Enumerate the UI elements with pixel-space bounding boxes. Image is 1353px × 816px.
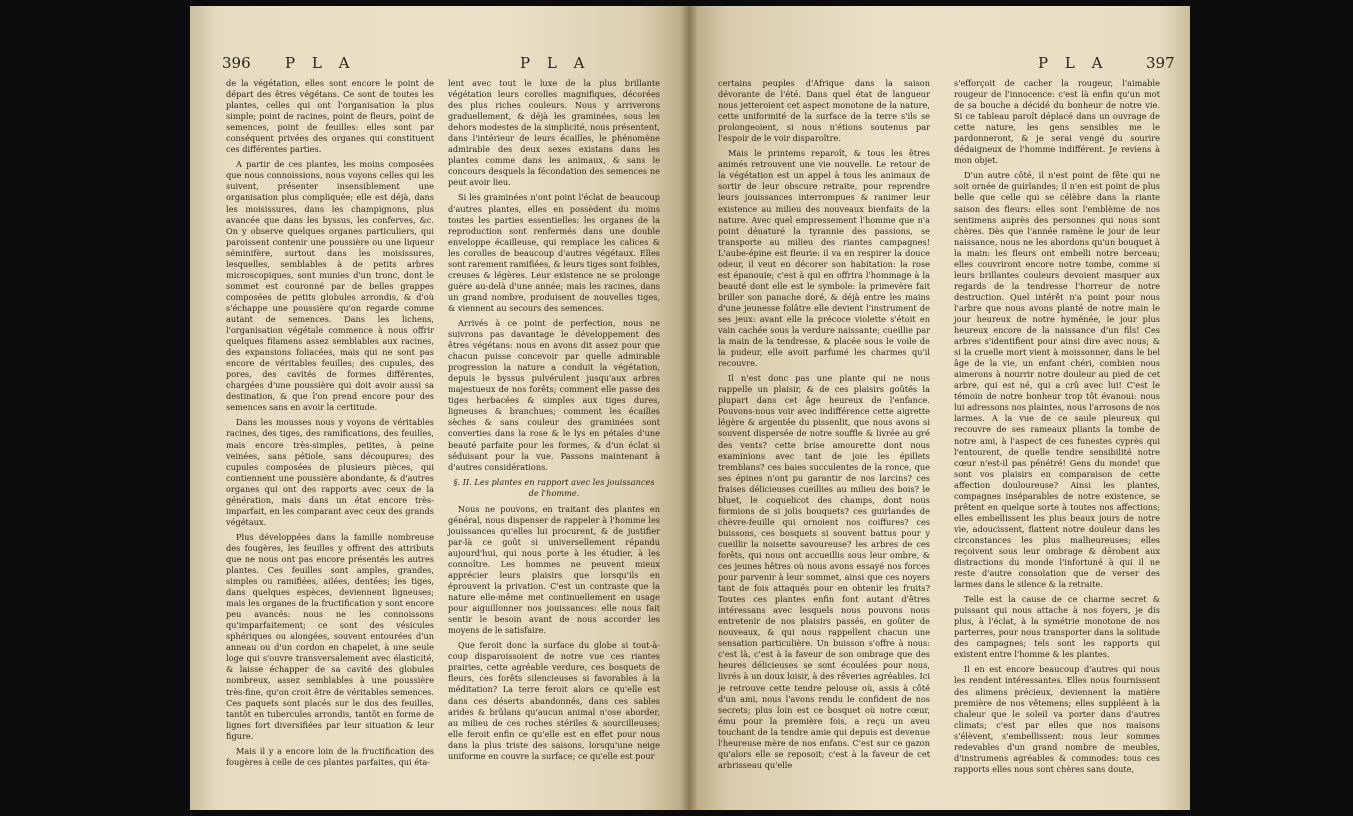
paragraph: Si les graminées n'ont point l'éclat de beaucoup d'autres plantes, elles en possèdent du moins toutes les parties essentielles: les organes de la reproduction sont renfermés dans une double enveloppe écailleuse, qui remplace les calices & les corolles de beaucoup d'autres végétaux. Elles sont rarement ramifiées, & leurs tiges sont foibles, creuses & légères. Leur existence ne se prolonge guère au-delà d'une année; mais les racines, dans un grand nombre, produisent de nouvelles tiges, & viennent au secours des semences.	[448, 192, 660, 313]
page-number-right: 397	[1146, 54, 1175, 72]
right-page	[688, 6, 1190, 810]
paragraph: certains peuples d'Afrique dans la saison dévorante de l'été. Dans quel état de langueur nous jetteroient cet aspect monotone de la nature, cette uniformité de la surface de la terre s'ils se prolongeoient, si nous n'étions soutenus par l'espoir de le voir disparoître.	[718, 78, 930, 144]
paragraph: Arrivés à ce point de perfection, nous ne suivrons pas davantage le développement des êtres végétans: nous en avons dit assez pour que chacun puisse concevoir par quelle admirable progression la nature a conduit la végétation, depuis le byssus pulvérulent jusqu'aux arbres majestueux de nos forêts; comment elle passe des tiges herbacées & simples aux tiges dures, ligneuses & branchues; comment les écailles sèches & sans couleur des graminées sont converties dans la rose & le lys en pétales d'une beauté parfaite pour les formes, & d'un éclat si séduisant pour la vue. Passons maintenant à d'autres considérations.	[448, 317, 660, 472]
running-head-right	[688, 54, 1190, 76]
running-head-left	[190, 54, 688, 76]
text-column-2	[448, 78, 660, 766]
page-number-left: 396	[222, 54, 251, 72]
running-title: P L A	[1038, 54, 1109, 72]
paragraph: Plus développées dans la famille nombreuse des fougères, les feuilles y offrent des attributs que ne nous ont pas encore présentés les autres plantes. Ces feuilles sont amples, grandes, simples ou ramifiées, ailées, dentées; les tiges, dans quelques espèces, deviennent ligneuses; mais les organes de la fructification y sont encore peu avancés: nous ne les connoissons qu'imparfaitement; ce sont des vésicules sphériques ou alongées, souvent entourées d'un anneau ou d'un cordon en chapelet, à une seule loge qui s'ouvre transversalement avec élasticité, & laisse échapper de sa cavité des globules nombreux, assez semblables à une poussière très-fine, qu'on croit être de véritables semences. Ces paquets sont placés sur le dos des feuilles, tantôt en tubercules arrondis, tantôt en forme de lignes fort diversifiées par leur situation & leur figure.	[226, 531, 434, 741]
text-column-3	[718, 78, 930, 775]
book-gutter	[680, 6, 698, 810]
text-column-1	[226, 78, 434, 772]
running-title: P L A	[285, 54, 356, 72]
paragraph: de la végétation, elles sont encore le point de départ des êtres végétans. Ce sont de toutes les plantes, celles qui ont l'organisation la plus simple; point de racines, point de fleurs, point de semences, point de feuilles: elles sont par conséquent privées des organes qui constituent ces différentes parties.	[226, 78, 434, 155]
paragraph: Nous ne pouvons, en traitant des plantes en général, nous dispenser de rappeler à l'homme les jouissances qu'elles lui procurent, & de justifier par-là ce goût si universellement répandu aujourd'hui, qui nous porte à les étudier, à les connoître. Les hommes ne peuvent mieux apprécier leurs plaisirs que lorsqu'ils en éprouvent la privation. C'est un contraste que la nature elle-même met continuellement en usage pour aiguillonner nos jouissances: elle nous fait sentir le besoin avant de nous accorder les moyens de le satisfaire.	[448, 503, 660, 636]
left-page	[190, 6, 688, 810]
paragraph: Il n'est donc pas une plante qui ne nous rappelle un plaisir, & de ces plaisirs goûtés la plupart dans cet âge heureux de l'enfance. Pouvons-nous voir avec indifférence cette aigrette légère & argentée du pissenlit, que nous avons si souvent dispersée de notre souffle & livrée au gré des vents? cette brise amourette dont nous examinions avec tant de joie les épillets tremblans? ces baies succulentes de la ronce, que ses épines n'ont pu garantir de nos larcins? ces fraises délicieuses cueillies au milieu des bois? le bluet, le coquelicot des champs, dont nous formions de si jolis bouquets? ces guirlandes de chèvre-feuille qui ornoient nos coiffures? ces buissons, ces bosquets si souvent battus pour y cueillir la noisette savoureuse? les arbres de ces forêts, qui nous ont accueillis sous leur ombre, & ces jeunes hêtres où nous avons essayé nos forces pour parvenir à leur sommet, ainsi que ces noyers tant de fois attaqués pour en obtenir les fruits? Toutes ces plantes enfin font autant d'êtres intéressans avec lesquels nous pouvons nous entretenir de nos plaisirs passés, en goûter de nouveaux, & qui nous rappellent chacun une sensation particulière. Un buisson s'offre à nous: c'est là, c'est à la faveur de son ombrage que des heures délicieuses se sont écoulées pour nous, livrés à un doux loisir, à des rêveries agréables. Ici je retrouve cette tendre pelouse où, assis à côté d'un ami, nous l'avons rendu le confident de nos secrets; plus loin est ce bosquet où notre cœur, ému pour la première fois, a reçu un aveu touchant de la tendre amie qui depuis est devenue l'heureuse mère de nos enfans. C'est sur ce gazon qu'alors elle se reposoit; c'est à la faveur de cet arbrisseau qu'elle	[718, 373, 930, 770]
text-column-4	[954, 78, 1160, 779]
section-heading: §. II. Les plantes en rapport avec les jouissances de l'homme.	[453, 476, 655, 498]
running-title: P L A	[520, 54, 591, 72]
paragraph: lent avec tout le luxe de la plus brillante végétation leurs corolles magnifiques, décorées des plus riches couleurs. Nous y arriverons graduellement, & déjà les graminées, sous les dehors modestes de la simplicité, nous présentent, dans l'intérieur de leurs écailles, le phénomène admirable des deux sexes existans dans les plantes comme dans les animaux, & sans le concours desquels la fécondation des semences ne peut avoir lieu.	[448, 78, 660, 188]
paragraph: Que feroit donc la surface du globe si tout-à-coup disparoissoient de notre vue ces riantes prairies, cette agréable verdure, ces bosquets de fleurs, ces forêts silencieuses si favorables à la méditation? La terre feroit alors ce qu'elle est dans ces déserts abandonnés, dans ces sables arides & brûlans qu'aucun animal n'ose aborder, au milieu de ces roches stériles & sourcilleuses; elle feroit enfin ce qu'elle est en effet pour nous dans la plus triste des saisons, lorsqu'une neige uniforme en couvre la surface; ce qu'elle est pour	[448, 640, 660, 761]
paragraph: D'un autre côté, il n'est point de fête qui ne soit ornée de guirlandes; il n'en est point de plus belle que celle qui se célèbre dans la riante saison des fleurs: elles sont l'emblème de nos sentimens auprès des personnes qui nous sont chères. Dès que l'année ramène le jour de leur naissance, nous ne les abordons qu'un bouquet à la main: les fleurs ont embelli notre berceau; elles couvriront encore notre tombe, comme si leurs brillantes couleurs devoient masquer aux regards de la tendresse l'horreur de notre destruction. Quel intérêt n'a point pour nous l'arbre que nous avons planté de notre main le jour heureux de notre hyménée, le jour plus heureux encore de la naissance d'un fils! Ces arbres s'identifient pour ainsi dire avec nous; & si la cruelle mort vient à moissonner, dans le bel âge de la vie, un enfant chéri, combien nous aimerons à nourrir notre douleur au pied de cet arbre, qui est né, qui a crû avec lui! C'est le témoin de notre bonheur trop tôt évanoui: nous lui adressons nos plaintes, nous l'arrosons de nos larmes. A la vue de ce saule pleureux qui recouvre de ses rameaux pliants la tombe de notre ami, à l'aspect de ces funestes cyprès qui l'entourent, de quelle tendre sensibilité notre cœur n'est-il pas pénétré! Gens du monde! que sont vos plaisirs en comparaison de cette affection douloureuse? Ainsi les plantes, compagnes inséparables de notre existence, se prêtent en quelque sorte à toutes nos affections; elles embellissent les plus beaux jours de notre vie, adoucissent, flattent notre douleur dans les circonstances les plus malheureuses; elles reçoivent sous leur ombrage & dérobent aux distractions du monde l'infortuné à qui il ne reste d'autre consolation que de verser des larmes dans le silence & la retraite.	[954, 170, 1160, 590]
paragraph: A partir de ces plantes, les moins composées que nous connoissions, nous voyons celles qui les suivent, présenter insensiblement une organisation plus compliquée; elle est déjà, dans les moisissures, dans les champignons, plus avancée que dans les byssus, les conferves, &c. On y observe quelques organes particuliers, qui paroissent contenir une poussière ou une liqueur séminifère, surtout dans les moisissures, lesquelles, semblables à de petits arbres microscopiques, sont munies d'un tronc, dont le sommet est couronné par de belles grappes composées de petits globules arrondis, & d'où s'échappe une poussière qu'on regarde comme autant de semences. Dans les lichens, l'organisation végétale commence à nous offrir quelques filamens assez semblables aux racines, des expansions foliacées, mais qui ne sont pas encore de véritables feuilles; des cupules, des pores, des cavités de formes différentes, chargées d'une poussière qui doit avoir aussi sa destination, & que l'on prend encore pour des semences sans en avoir la certitude.	[226, 159, 434, 413]
paragraph: s'efforçoit de cacher la rougeur, l'aimable rougeur de l'innocence: c'est là enfin qu'un mot de sa bouche a décidé du bonheur de notre vie. Si ce tableau paroît déplacé dans un ouvrage de cette nature, les gens sensibles me le pardonneront, & je serai vengé du sourire dédaigneux de l'homme indifférent. Je reviens à mon objet.	[954, 78, 1160, 166]
paragraph: Telle est la cause de ce charme secret & puissant qui nous attache à nos foyers, je dis plus, à l'éclat, à la symétrie monotone de nos parterres, pour nous transporter dans la solitude des campagnes; tels sont les rapports qui existent entre l'homme & les plantes.	[954, 594, 1160, 660]
paragraph: Mais il y a encore loin de la fructification des fougères à celle de ces plantes parfaites, qui éta-	[226, 745, 434, 767]
book-spread	[190, 6, 1190, 810]
paragraph: Il en est encore beaucoup d'autres qui nous les rendent intéressantes. Elles nous fournissent des alimens précieux, deviennent la matière première de nos vêtemens; elles suppléent à la chaleur que le soleil va porter dans d'autres climats; c'est par elles que nos maisons s'élèvent, s'embellissent: nous leur sommes redevables d'un grand nombre de meubles, d'instrumens agréables & commodes: tous ces rapports elles nous sont chères sans doute,	[954, 664, 1160, 774]
paragraph: Mais le printems reparoît, & tous les êtres animés retrouvent une vie nouvelle. Le retour de la végétation est un appel à tous les animaux de sortir de leur obscure retraite, pour reprendre leurs jouissances interrompues & ranimer leur existence au milieu des nouveaux bienfaits de la nature. Avec quel empressement l'homme que n'a point dénaturé la tyrannie des passions, se transporte au milieu des riantes campagnes! L'aube-épine est fleurie: il va en respirer la douce odeur, il veut en décorer son habitation: la rose est épanouie; c'est à qui en offrira l'hommage à la beauté dont elle est le symbole: la primevère fait briller son panache doré, & déjà entre les mains d'une jeunesse folâtre elle devient l'instrument de ses jeux: avant elle la précoce violette s'étoit en vain cachée sous la verdure naissante; cueillie par la main de la tendresse, & placée sous le voile de la pudeur, elle avoit parfumé les charmes qu'il recouvre.	[718, 148, 930, 369]
paragraph: Dans les mousses nous y voyons de véritables racines, des tiges, des ramifications, des feuilles, mais encore très-simples, petites, à peine veinées, sans pétiole, sans découpures; des cupules composées de plusieurs pièces, qui contiennent une poussière abondante, & d'autres organes qui ont des rapports avec ceux de la génération, mais dans un état encore très-imparfait, en les comparant avec ceux des grands végétaux.	[226, 417, 434, 527]
